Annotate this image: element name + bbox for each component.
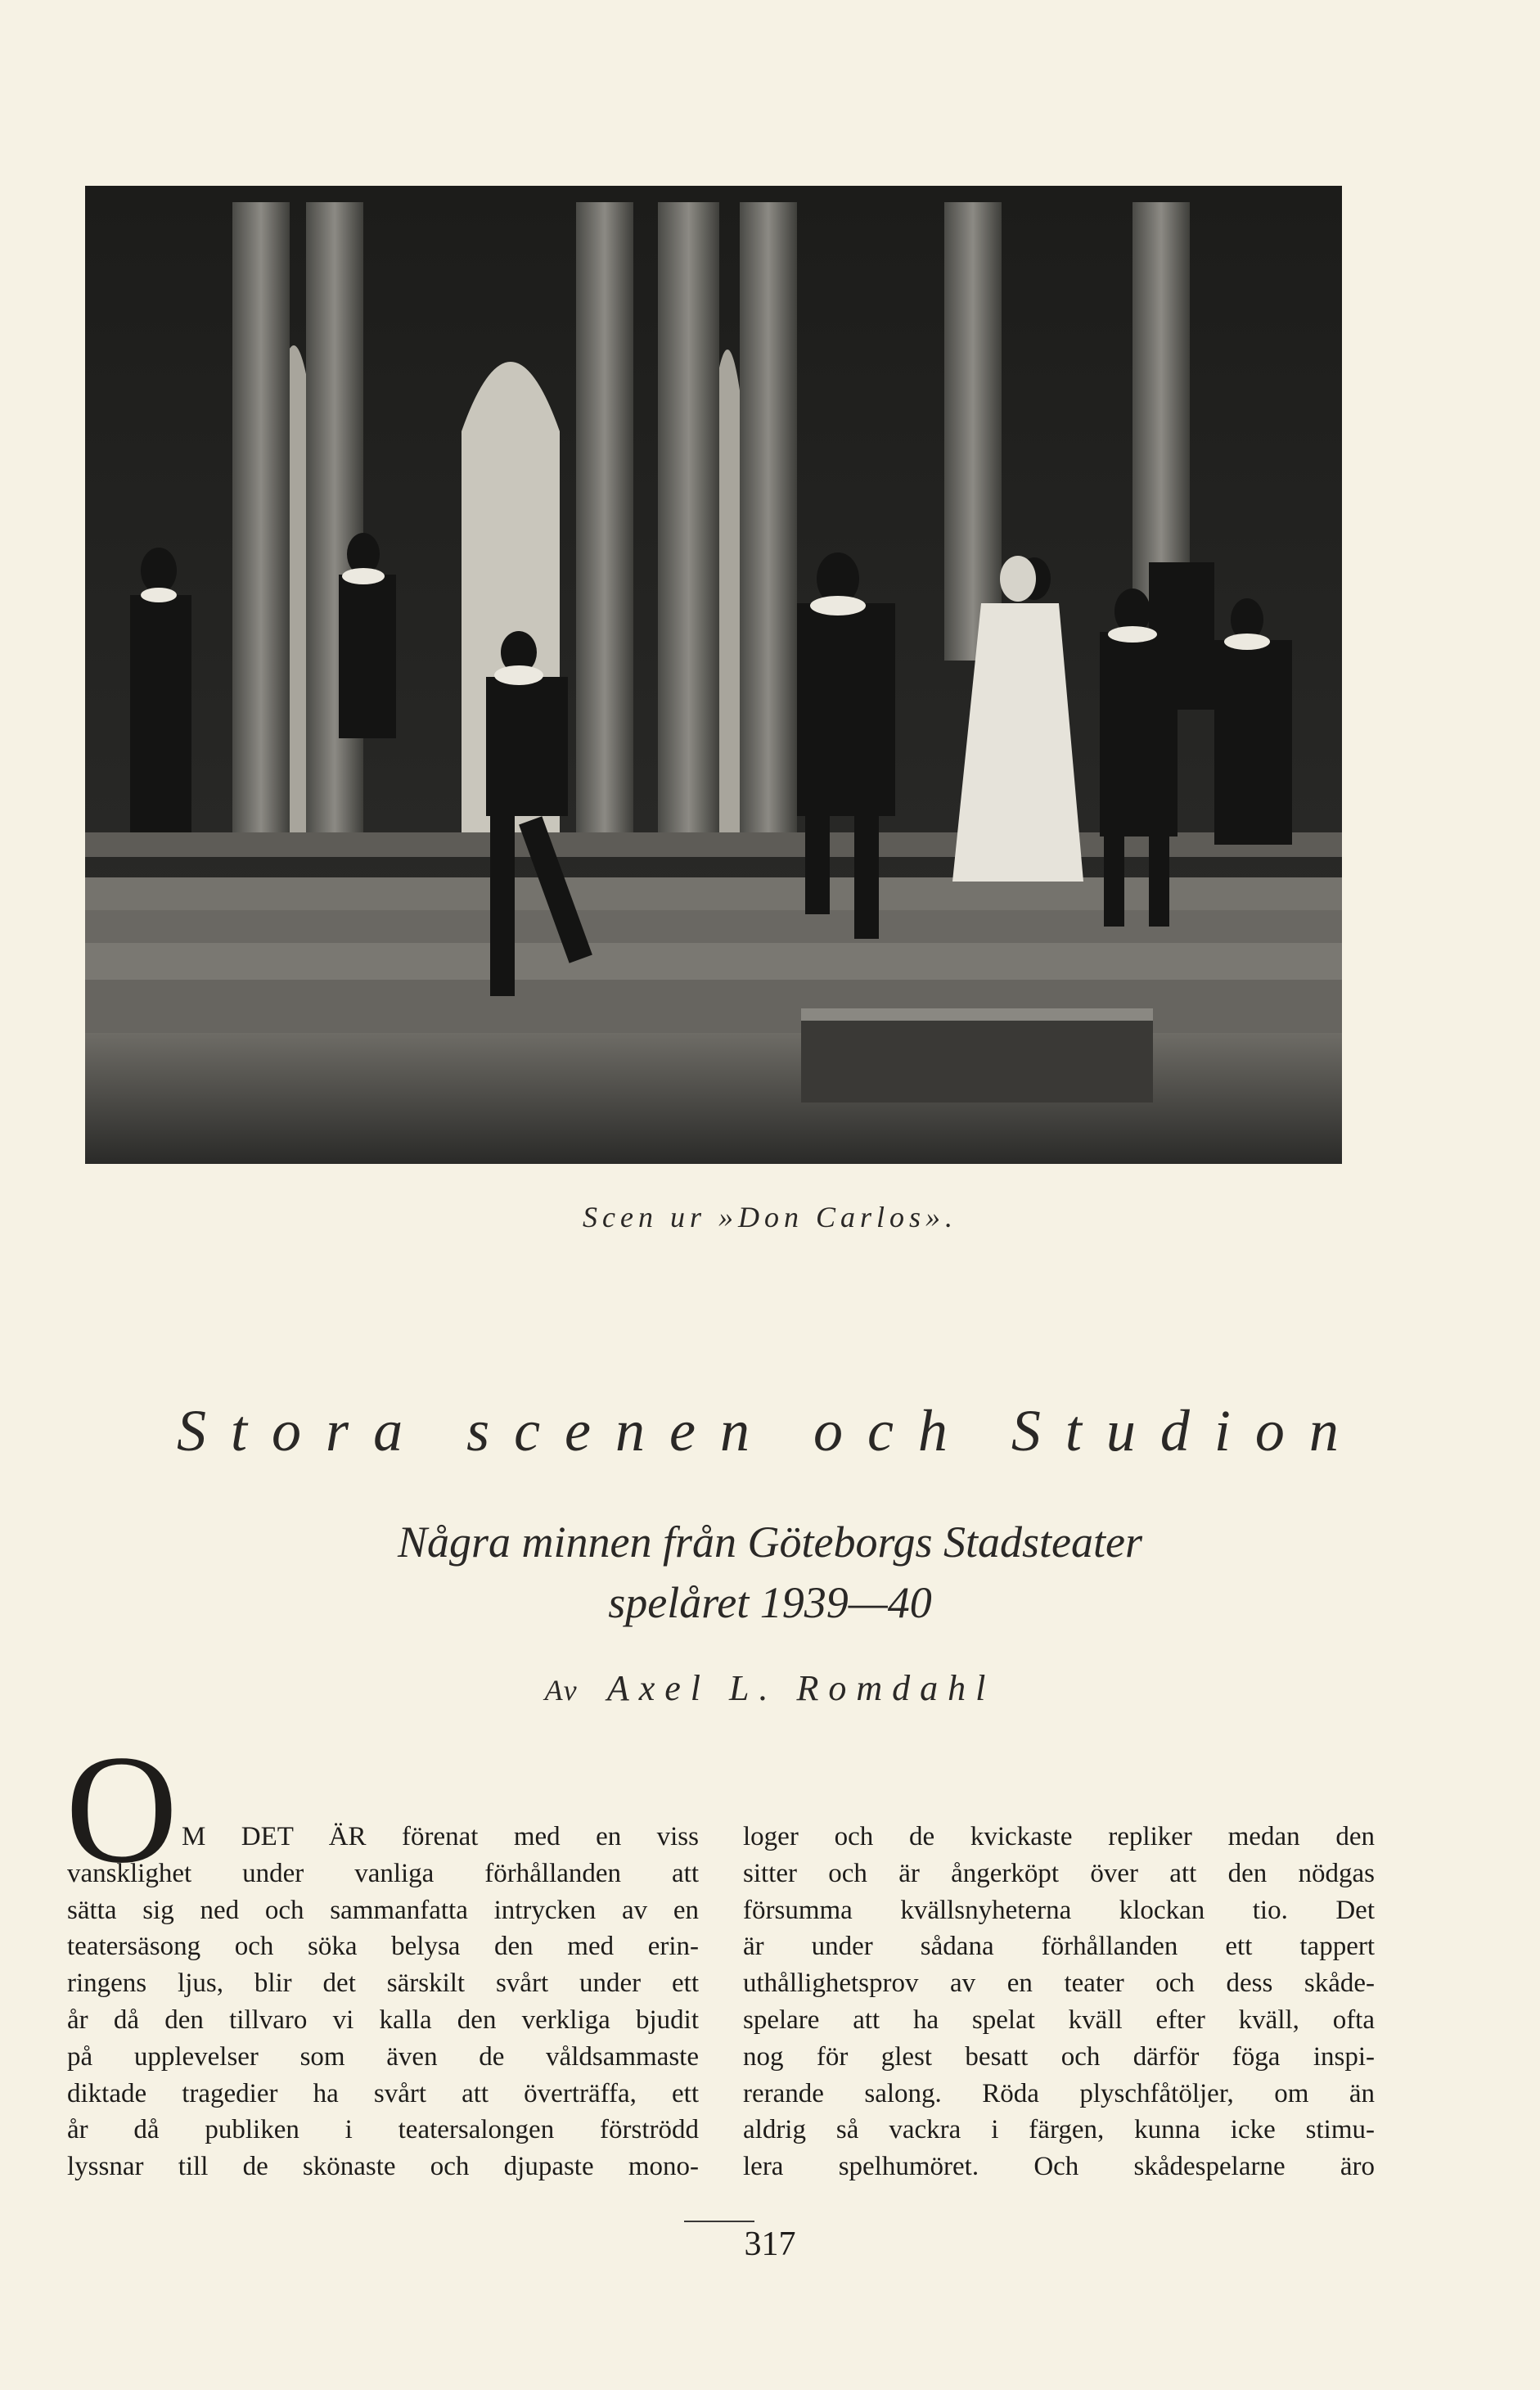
byline	[0, 1667, 1540, 1709]
byline-author: Axel L. Romdahl	[606, 1668, 996, 1708]
text-line: uthållighetsprov av en teater och dess skåde-	[743, 1968, 1375, 1999]
drop-cap: O	[65, 1724, 178, 1896]
text-line: lera spelhumöret. Och skådespelarne äro	[743, 2152, 1375, 2182]
text-line: nog för glest besatt och därför föga inspi-	[743, 2041, 1375, 2072]
text-line: försumma kvällsnyheterna klockan tio. Det	[743, 1895, 1375, 1925]
article-title: Stora scenen och Studion	[177, 1398, 1363, 1463]
text-line: är under sådana förhållanden ett tappert	[743, 1932, 1375, 1962]
text-line: teatersäsong och söka belysa den med erin-	[67, 1932, 699, 1962]
article-subtitle-line-1: Några minnen från Göteborgs Stadsteater	[398, 1517, 1142, 1567]
text-column-right	[743, 1819, 1375, 2185]
text-line: diktade tragedier ha svårt att överträffa, ett	[67, 2078, 699, 2108]
text-line: år då den tillvaro vi kalla den verkliga bjudit	[67, 2004, 699, 2035]
text-line: sitter och är ångerköpt över att den nödgas	[743, 1858, 1375, 1888]
text-line: M DET ÄR förenat med en viss	[182, 1822, 699, 1851]
text-line: sätta sig ned och sammanfatta intrycken av en	[67, 1895, 699, 1925]
text-column-left	[67, 1819, 699, 2185]
text-line: lyssnar till de skönaste och djupaste mono-	[67, 2152, 699, 2182]
text-line: år då publiken i teatersalongen förströdd	[67, 2115, 699, 2145]
page-number-rule	[684, 2221, 754, 2222]
text-line: vansklighet under vanliga förhållanden att	[67, 1858, 699, 1888]
article-subtitle-line-2: spelåret 1939—40	[608, 1578, 932, 1627]
text-line: aldrig så vackra i färgen, kunna icke stimu-	[743, 2115, 1375, 2145]
scene-photograph	[85, 186, 1342, 1164]
photo-caption: Scen ur »Don Carlos».	[583, 1201, 957, 1233]
text-line: loger och de kvickaste repliker medan den	[743, 1822, 1375, 1851]
text-line: ringens ljus, blir det särskilt svårt under ett	[67, 1968, 699, 1999]
stage-scene-image	[85, 186, 1342, 1164]
page-number: 317	[744, 2225, 796, 2263]
text-line: spelare att ha spelat kväll efter kväll, ofta	[743, 2004, 1375, 2035]
text-line: rerande salong. Röda plyschfåtöljer, om än	[743, 2078, 1375, 2108]
byline-prefix: Av	[544, 1674, 579, 1707]
text-line: på upplevelser som även de våldsammaste	[67, 2041, 699, 2072]
